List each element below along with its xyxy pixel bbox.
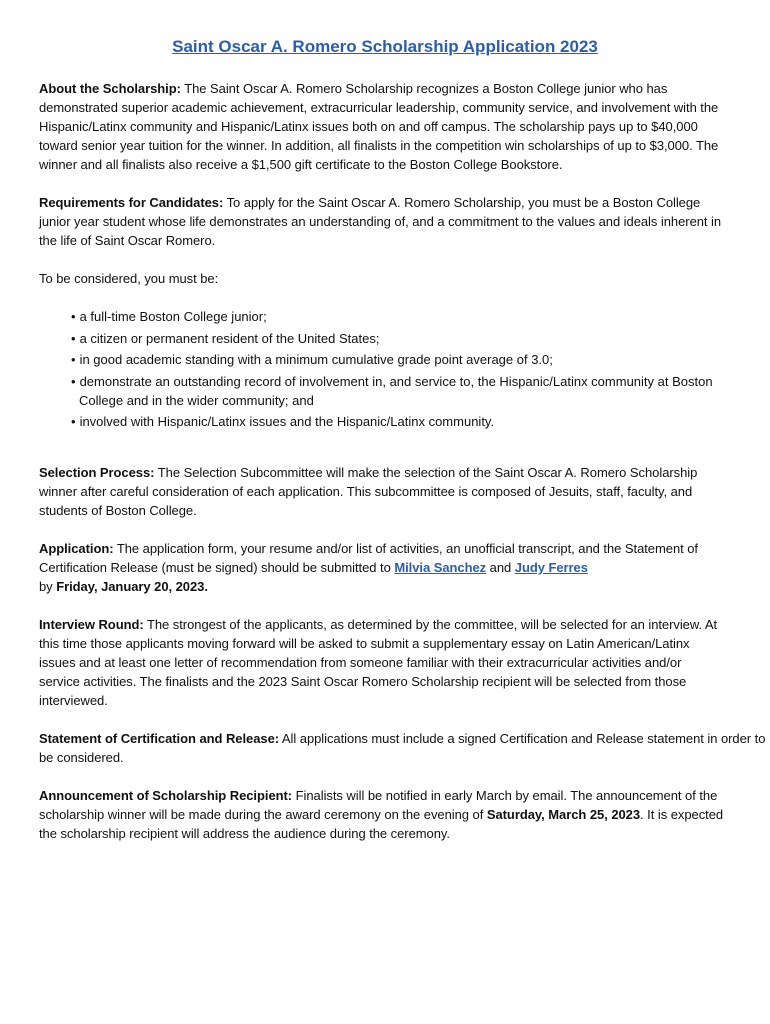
- certification-text: All applications must include a signed Certification and Release statement in order to be considered.: [39, 731, 766, 765]
- requirements-list: [39, 307, 731, 431]
- selection-paragraph: [39, 463, 724, 520]
- application-heading: Application:: [39, 541, 114, 556]
- list-item: [61, 372, 731, 410]
- interview-paragraph: [39, 615, 724, 710]
- application-paragraph: [39, 539, 724, 596]
- announcement-text-end: . It is expected the scholarship recipient will address the audience during the ceremony.: [39, 807, 724, 841]
- list-item: [61, 412, 731, 431]
- requirements-text: To apply for the Saint Oscar A. Romero Scholarship, you must be a Boston College junior year student whose life demonstrates an understanding of, and a commitment to the values and ideals inherent in the life of Saint Oscar Romero.: [39, 195, 722, 248]
- interview-heading: Interview Round:: [39, 617, 144, 632]
- selection-text: The Selection Subcommittee will make the selection of the Saint Oscar A. Romero Scholarship winner after careful consideration of each application. This subcommittee is composed of Jesuits, staff, faculty, and students of Boston College.: [39, 465, 698, 518]
- bullet-icon: •: [71, 373, 76, 389]
- requirements-intro: To be considered, you must be:: [39, 271, 219, 286]
- list-item: [61, 329, 731, 348]
- certification-heading: Statement of Certification and Release:: [39, 731, 280, 746]
- application-text: The application form, your resume and/or list of activities, an unofficial transcript, and the Statement of Certification Release (must be signed) should be submitted to: [39, 541, 698, 575]
- announcement-paragraph: [39, 786, 724, 843]
- about-text: The Saint Oscar A. Romero Scholarship recognizes a Boston College junior who has demonstrated superior academic achievement, extracurricular leadership, community service, and involvement with the Hispanic/Latinx community and Hispanic/Latinx issues both on and off campus. The scholarship pays up to $40,000 toward senior year tuition for the winner. In addition, all finalists in the competition win scholarships of up to $3,000. The winner and all finalists also receive a $1,500 gift certificate to the Boston College Bookstore.: [39, 81, 719, 172]
- list-item-text: in good academic standing with a minimum cumulative grade point average of 3.0;: [79, 352, 553, 367]
- list-item-text: a citizen or permanent resident of the United States;: [79, 330, 380, 346]
- contact-link-milvia-sanchez[interactable]: Milvia Sanchez: [394, 560, 487, 575]
- page-title: Saint Oscar A. Romero Scholarship Application 2023: [172, 37, 598, 56]
- bullet-icon: •: [71, 352, 76, 367]
- about-heading: About the Scholarship:: [39, 81, 181, 96]
- about-paragraph: [39, 79, 724, 174]
- list-item-text: involved with Hispanic/Latinx issues and the Hispanic/Latinx community.: [79, 414, 495, 429]
- contact-link-judy-ferres[interactable]: Judy Ferres: [514, 560, 588, 575]
- requirements-paragraph: [39, 193, 724, 250]
- list-item: [61, 307, 731, 326]
- bullet-icon: •: [71, 414, 76, 429]
- announcement-text: Finalists will be notified in early March by email. The announcement of the scholarship winner will be made during the award ceremony on the evening of: [39, 788, 718, 822]
- announcement-heading: Announcement of Scholarship Recipient:: [39, 788, 293, 803]
- list-item: [61, 350, 731, 369]
- certification-paragraph: [39, 729, 769, 767]
- requirements-heading: Requirements for Candidates:: [39, 195, 224, 210]
- list-item-text: demonstrate an outstanding record of involvement in, and service to, the Hispanic/Latinx community at Boston College and in the wider community; and: [79, 373, 713, 408]
- bullet-icon: •: [71, 330, 76, 346]
- bullet-icon: •: [71, 309, 76, 324]
- announcement-date: Saturday, March 25, 2023: [486, 807, 641, 822]
- application-and: and: [486, 560, 515, 575]
- application-deadline: Friday, January 20, 2023.: [56, 579, 208, 594]
- list-item-text: a full-time Boston College junior;: [79, 309, 267, 324]
- interview-text: The strongest of the applicants, as determined by the committee, will be selected for an interview. At this time those applicants moving forward will be asked to submit a supplementary essay on Latin American/Latinx issues and at least one letter of recommendation from someone familiar with their extracurricular activities and/or service activities. The finalists and the 2023 Saint Oscar Romero Scholarship recipient will be selected from those interviewed.: [39, 617, 718, 708]
- selection-heading: Selection Process:: [39, 465, 155, 480]
- application-by-visible: by: [39, 579, 57, 594]
